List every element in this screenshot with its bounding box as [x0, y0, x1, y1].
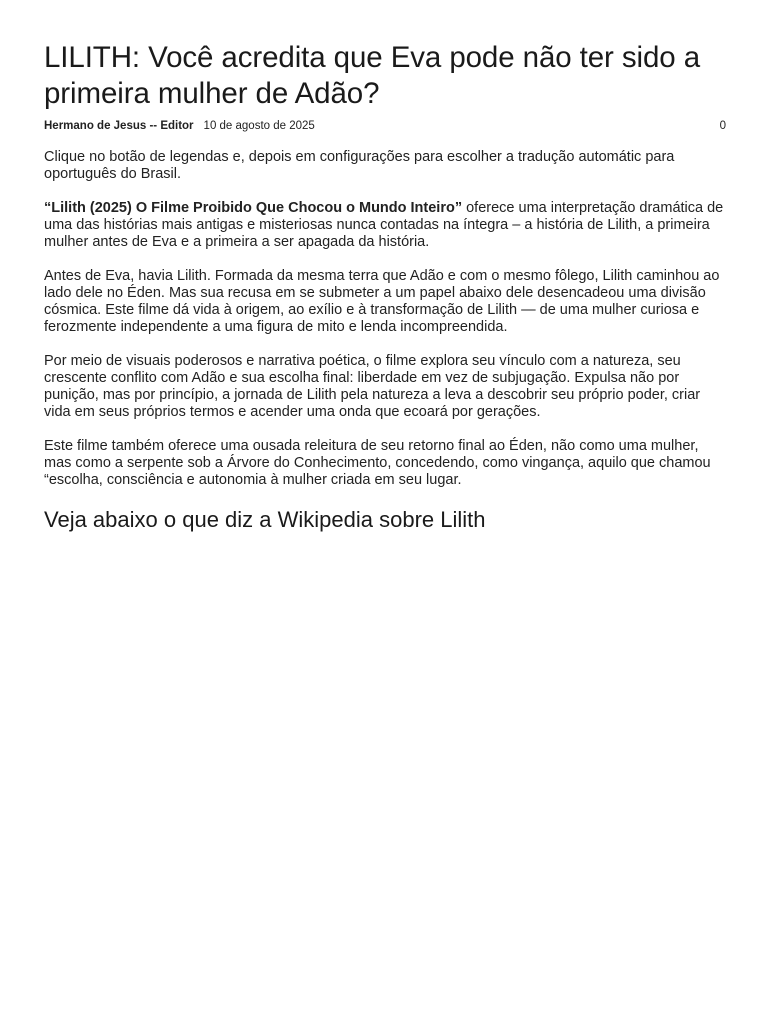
paragraph-film-intro [44, 200, 728, 251]
article-title: LILITH: Você acredita que Eva pode não ter sido a primeira mulher de Adão? [44, 41, 700, 110]
paragraph-subtitles-instructions: Clique no botão de legendas e, depois em configurações para escolher a tradução automátic para oportuguês do Brasil. [44, 149, 675, 182]
article-body [44, 149, 728, 489]
article [44, 40, 728, 534]
film-title-bold: “Lilith (2025) O Filme Proibido Que Chocou o Mundo Inteiro” [44, 200, 463, 216]
paragraph-visuals: Por meio de visuais poderosos e narrativa poética, o filme explora seu vínculo com a natureza, seu crescente conflito com Adão e sua escolha final: liberdade em vez de subjugação. Expulsa não por punição, mas por princípio, a jornada de Lilith pela natureza a leva a descobrir seu próprio poder, criar vida em seus próprios termos e acender uma onda que ecoará por gerações. [44, 353, 701, 420]
publish-date: 10 de agosto de 2025 [203, 120, 315, 132]
paragraph-return-eden: Este filme também oferece uma ousada releitura de seu retorno final ao Éden, não como uma mulher, mas como a serpente sob a Árvore do Conhecimento, concedendo, como vingança, aquilo que chamou “escolha, consciência e autonomia à mulher criada em seu lugar. [44, 438, 711, 488]
author-link[interactable]: Hermano de Jesus -- Editor [44, 120, 194, 132]
paragraph-before-eve: Antes de Eva, havia Lilith. Formada da mesma terra que Adão e com o mesmo fôlego, Lilith caminhou ao lado dele no Éden. Mas sua recusa em se submeter a um papel abaixo dele desencadeou uma divisão cósmica. Este filme dá vida à origem, ao exílio e à transformação de Lilith — de uma mulher curiosa e ferozmente independente a uma figura de mito e lenda incompreendida. [44, 268, 720, 335]
article-meta [44, 118, 728, 134]
section-heading-wikipedia: Veja abaixo o que diz a Wikipedia sobre Lilith [44, 507, 486, 532]
comment-count-link[interactable]: 0 [719, 120, 726, 132]
film-intro-text: oferece uma interpretação dramática de uma das histórias mais antigas e misteriosas nunca contadas na íntegra – a história de Lilith, a primeira mulher antes de Eva e a primeira a ser apagada da história. [44, 200, 724, 250]
